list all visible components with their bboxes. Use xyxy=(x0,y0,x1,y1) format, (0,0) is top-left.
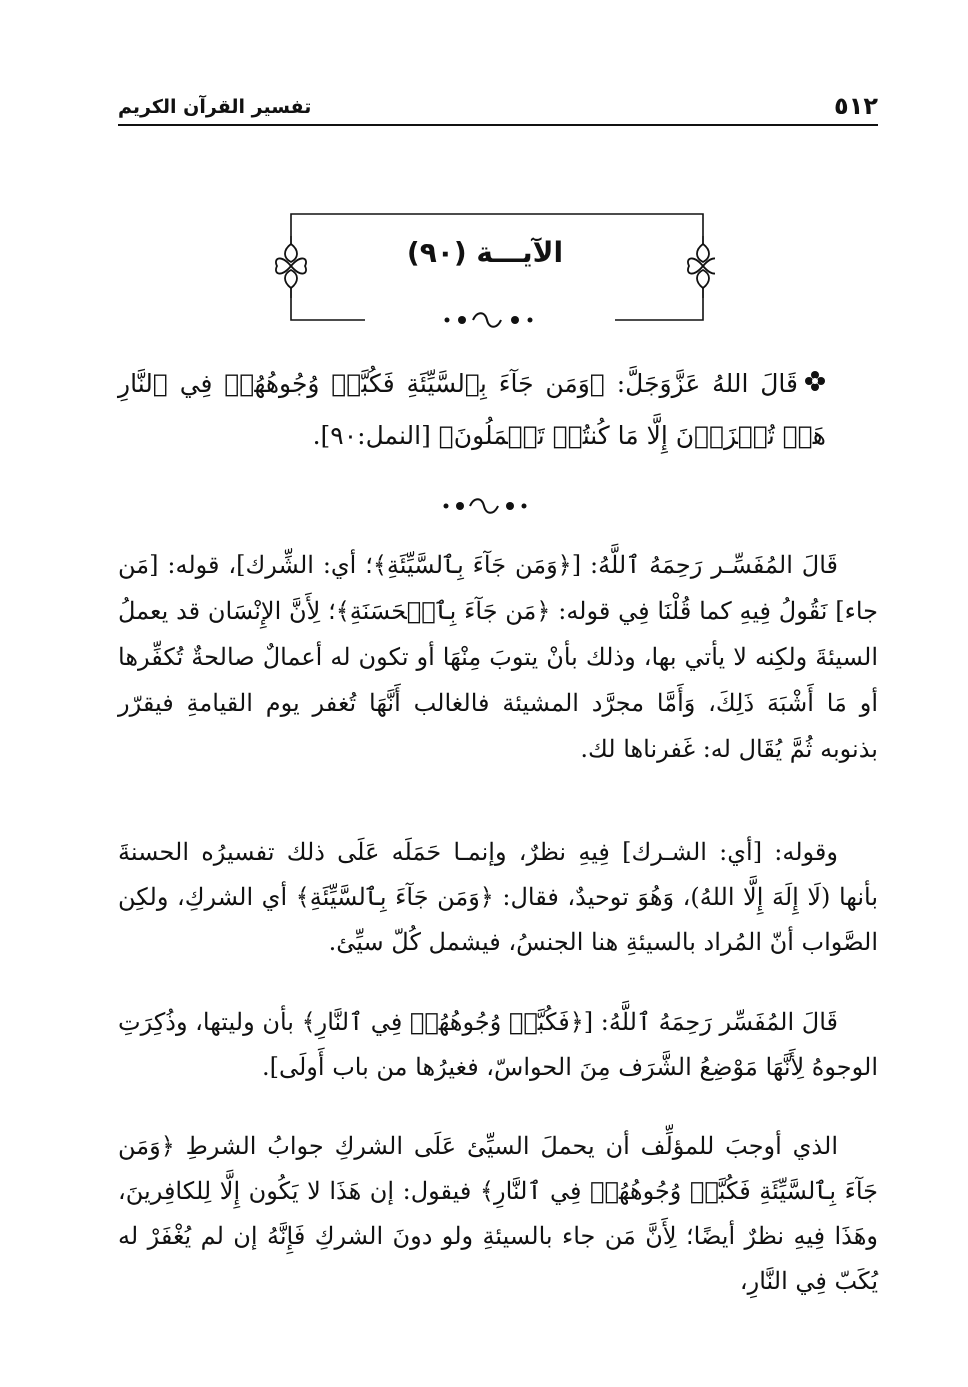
dots-ornament-icon xyxy=(445,313,533,327)
flower-ornament-icon xyxy=(804,370,826,392)
verse-frame xyxy=(255,208,715,338)
page-number: ٥١٢ xyxy=(834,92,878,120)
commentary-paragraph-4: الذي أوجبَ للمؤلِّف أن يحملَ السيِّئ عَلَى الشركِ جوابُ الشرطِ ﴿وَمَن جَآءَ بِٱلسَّيِّئَةِ فَكُبَّتۡ وُجُوهُهُمۡ فِي ٱلنَّارِ﴾ فيقول: إن هَذَا لا يَكُون إِلَّا لِلكافِرينَ، وهَذَا فِيهِ نظرٌ أيضًا؛ لِأَنَّ مَن جاء بالسيئةِ ولو دونَ الشركِ فَإِنَّهُ إن لم يُغْفَرْ له يُكَبّ فِي النَّارِ، xyxy=(118,1132,878,1295)
verse-heading-box xyxy=(255,208,715,338)
commentary-paragraph-2: وقوله: [أي: الشـرك] فِيهِ نظرٌ، وإنمـا حَمَلَه عَلَى ذلك تفسيرُه الحسنةَ بأنها (لَا إِلَهَ إِلَّا اللهُ)، وَهُوَ توحيدٌ، فقال: ﴿وَمَن جَآءَ بِٱلسَّيِّئَةِ﴾ أي الشركِ، ولكِن الصَّواب أنّ المُراد بالسيئةِ هنا الجنسُ، فيشمل كُلّ سيِّئ. xyxy=(118,838,878,956)
section-divider-ornament-icon xyxy=(440,496,530,516)
verse-text: قَالَ اللهُ عَزَّوَجَلَّ: ﴿وَمَن جَآءَ بِٱلسَّيِّئَةِ فَكُبَّتۡ وُجُوهُهُمۡ فِي ٱلنَّارِ هَلۡ تُجۡزَوۡنَ إِلَّا مَا كُنتُمۡ تَعۡمَلُونَ﴾ [النمل:٩٠]. xyxy=(118,369,826,450)
commentary-paragraph-3: قَالَ المُفَسِّر رَحِمَهُ ٱللَّهُ: [﴿فَكُبَّتۡ وُجُوهُهُمۡ فِي ٱلنَّارِ﴾ بأن وليتها، وذُكِرَتِ الوجوهُ لِأَنَّهَا مَوْضِعُ الشَّرَف مِنَ الحواسّ، فغيرُها من باب أَولَى]. xyxy=(118,1008,878,1081)
running-header xyxy=(118,88,878,128)
verse-paragraph xyxy=(118,358,826,462)
book-title: تفسير القرآن الكريم xyxy=(118,96,312,118)
header-rule xyxy=(118,124,878,126)
commentary-paragraph-1: قَالَ المُفَسِّـر رَحِمَهُ ٱللَّهُ: [﴿وَمَن جَآءَ بِٱلسَّيِّئَةِ﴾؛ أي: الشِّرك]، قوله: [مَن جاء] نَقُولُ فِيهِ كما قُلْنَا فِي قوله: ﴿مَن جَآءَ بِٱلۡحَسَنَةِ﴾؛ لِأَنَّ الإِنْسَان قد يعملُ السيئةَ ولكِنه لا يأتي بها، وذلك بأنْ يتوبَ مِنْهَا أو تكون له أعمالٌ صالحةٌ تُكفِّرها أو مَا أَشْبَهَ ذَلِكَ، وَأَمَّا مجرَّد المشيئة فالغالب أَنَّهَا تُغفر يوم القيامةِ فيقرّر بذنوبه ثُمَّ يُقَال له: غَفرناها لك. xyxy=(118,551,878,763)
verse-title: الآيـــة (٩٠) xyxy=(406,236,564,269)
